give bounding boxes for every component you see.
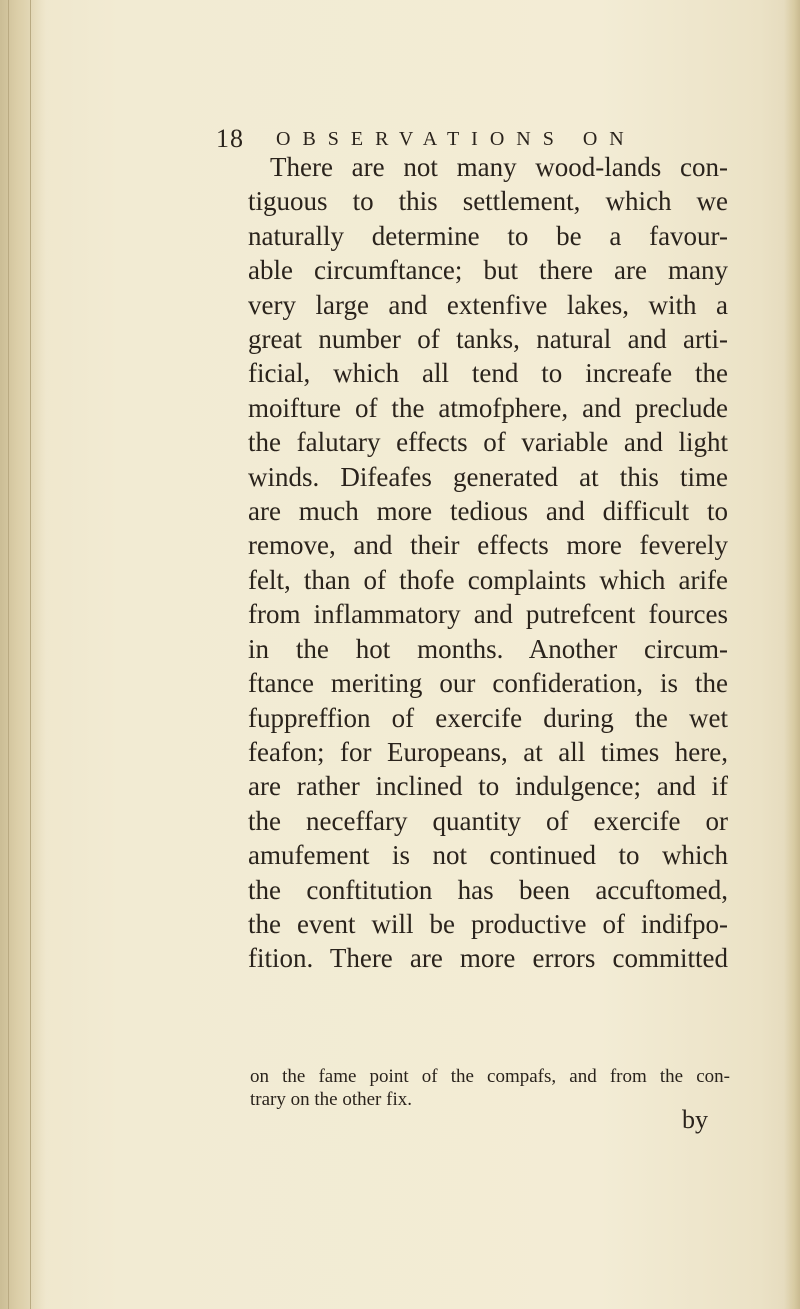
binding-edge-line [8, 0, 9, 1309]
text-line: the event will be productive of indifpo- [248, 908, 728, 939]
text-line: from inflammatory and putrefcent fources [248, 599, 728, 630]
text-line: remove, and their effects more feverely [248, 530, 728, 561]
page-number: 18 [216, 124, 244, 153]
text-line: are rather inclined to indulgence; and if [248, 771, 728, 802]
catchword: by [682, 1105, 708, 1134]
text-line: in the hot months. Another circum- [248, 633, 728, 664]
text-line: able circumftance; but there are many [248, 255, 728, 286]
text-line: the conftitution has been accuftomed, [248, 874, 728, 905]
text-line: ftance meriting our confideration, is the [248, 668, 728, 699]
text-line: naturally determine to be a favour- [248, 220, 728, 251]
running-head: OBSERVATIONS ON [276, 128, 636, 150]
text-line: great number of tanks, natural and arti- [248, 324, 728, 355]
text-line: ficial, which all tend to increafe the [248, 358, 728, 389]
text-line: amufement is not continued to which [248, 840, 728, 871]
footnote-line: on the fame point of the compafs, and from the con- [250, 1066, 730, 1087]
text-line: winds. Difeafes generated at this time [248, 461, 728, 492]
page-right-edge [784, 0, 800, 1309]
text-line: are much more tedious and difficult to [248, 496, 728, 527]
binding-edge-line [30, 0, 31, 1309]
text-line: the falutary effects of variable and light [248, 427, 728, 458]
page-binding-shadow [0, 0, 46, 1309]
text-line: moifture of the atmofphere, and preclude [248, 392, 728, 423]
body-paragraph [248, 150, 728, 976]
footnote-line: trary on the other fix. [250, 1089, 412, 1110]
text-line: the neceffary quantity of exercife or [248, 805, 728, 836]
text-line: tiguous to this settlement, which we [248, 186, 728, 217]
text-line: There are not many wood-lands con- [270, 152, 728, 182]
text-line: felt, than of thofe complaints which arife [248, 564, 728, 595]
footnote [250, 1065, 730, 1111]
text-line: very large and extenfive lakes, with a [248, 289, 728, 320]
text-line: feafon; for Europeans, at all times here, [248, 736, 728, 767]
text-line: fition. There are more errors committed [248, 943, 728, 974]
text-line: fuppreffion of exercife during the wet [248, 702, 728, 733]
